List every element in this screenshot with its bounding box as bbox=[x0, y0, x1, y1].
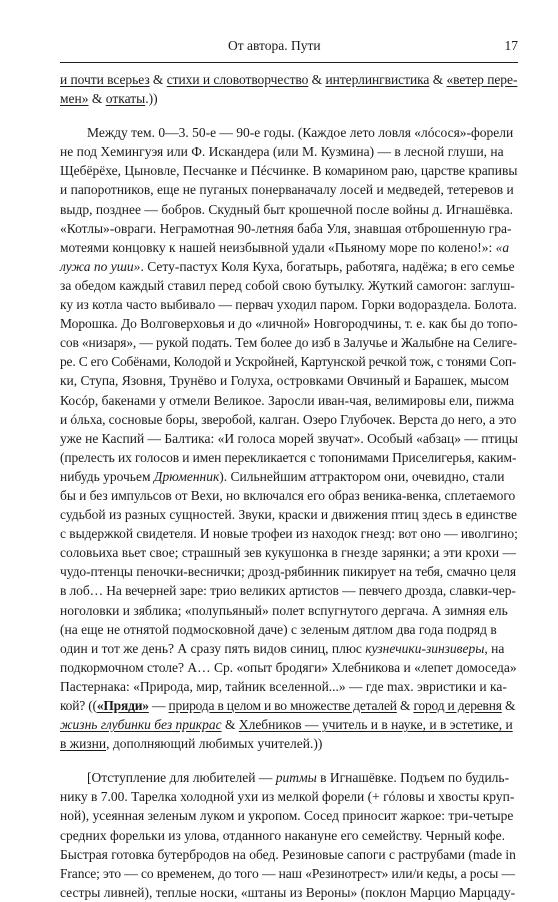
text-run: стихи и словотворчество bbox=[166, 72, 309, 87]
text-line bbox=[60, 371, 518, 390]
paragraph-gap bbox=[60, 753, 518, 768]
text-run: & bbox=[396, 698, 414, 713]
text-run: & bbox=[88, 91, 106, 107]
text-run: в Игнашёвке. Подъем по будиль- bbox=[316, 770, 510, 786]
text-run: Морошка. До Волговерховья и до «личной» Новгородчины, т. е. как бы до топо- bbox=[60, 316, 518, 332]
text-run: соловьиха вьет свое; страшный зев кукушонка в гнезде зарянки; а эти крохи — bbox=[60, 545, 516, 561]
text-run: ). Сильнейшим аттрактором они, очевидно, стали bbox=[219, 468, 505, 484]
text-line bbox=[60, 864, 518, 883]
text-line bbox=[60, 581, 518, 600]
text-run: кузнечики-зинзиверы bbox=[365, 640, 485, 656]
text-run: Косóр, бакенами у отмели Великое. Заросли иван-чая, велимировы ели, пижма bbox=[60, 392, 515, 408]
text-run: город и деревня bbox=[413, 698, 502, 713]
text-run: жизнь глубинки без прикрас bbox=[60, 717, 222, 733]
text-run: ре. С его Собёнами, Колодой и Ускройней, Картунской речкой тож, с тонями Соп- bbox=[60, 354, 517, 370]
text-line bbox=[60, 257, 518, 276]
text-line bbox=[60, 505, 518, 524]
text-line bbox=[60, 219, 518, 238]
text-line bbox=[60, 768, 518, 787]
text-run: природа в целом и во множестве деталей bbox=[168, 698, 397, 713]
text-run: Щебёрёхе, Цыновле, Песчанке и Пéсчинке. В комарином раю, царстве крапивы bbox=[60, 163, 518, 179]
text-run: (на еще не отнятой подмосковной даче) с зеленым дятлом два года подряд в bbox=[60, 621, 497, 637]
text-line bbox=[60, 658, 518, 677]
text-run: ку из котла часто выбивало — первач уходил паром. Горки водораздела. Болота. bbox=[60, 297, 517, 313]
text-line bbox=[60, 314, 518, 333]
text-run: за обедом каждый ставил перед собой свою бутылку. Жуткий самогон: заглуш- bbox=[60, 277, 515, 293]
text-line bbox=[60, 467, 518, 486]
text-run: в лоб… На вечерней заре: трио великих артистов — певчего дрозда, славки-чер- bbox=[60, 583, 516, 599]
text-run: (прелесть их голосов и имен перекликается с топонимами Приселигерья, каким- bbox=[60, 449, 517, 465]
text-line bbox=[60, 123, 518, 142]
text-line bbox=[60, 200, 518, 219]
text-run: сов «низаря», — рукой подать. Тем более до изб в Залучье и Жалыбне на Селиге- bbox=[60, 335, 517, 351]
text-line bbox=[60, 410, 518, 429]
text-run: в жизни bbox=[60, 736, 107, 752]
text-line bbox=[60, 238, 518, 257]
text-line bbox=[60, 448, 518, 467]
text-run: & bbox=[221, 717, 239, 733]
text-run: [Отступление для любителей — bbox=[87, 770, 276, 786]
paragraph-main bbox=[60, 123, 518, 753]
text-run: Пастернака: «Природа, мир, тайник вселенной...» — где max. эвристики и ка- bbox=[60, 678, 507, 694]
text-line bbox=[60, 787, 518, 806]
text-run: судьбой из разных сущностей. Звуки, краски и движения птиц здесь в единстве bbox=[60, 507, 517, 523]
text-line bbox=[60, 180, 518, 199]
text-run: ной), усеянная зеленым луком и укропом. Сосед приносит жаркое: три-четыре bbox=[60, 808, 514, 824]
text-run: кой? (( bbox=[60, 698, 97, 713]
text-run: «Котлы»-овраги. Неграмотная 90-летняя баба Уля, знавшая отброшенную гра- bbox=[60, 220, 512, 236]
text-line bbox=[60, 89, 518, 108]
text-line bbox=[60, 677, 518, 696]
text-line bbox=[60, 734, 518, 753]
text-line bbox=[60, 696, 518, 715]
text-line bbox=[60, 826, 518, 845]
paragraph-gap bbox=[60, 108, 518, 123]
text-run: подкормочном столе? А… Ср. «опыт бродяги» Хлебникова и «лепет домоседа» bbox=[60, 659, 517, 675]
text-run: , дополняющий любимых учителей.)) bbox=[106, 736, 323, 752]
text-line bbox=[60, 161, 518, 180]
text-run: и почти всерьез bbox=[60, 72, 150, 87]
text-run: с выдержкой свидетеля. И новые трофеи из находок гнезд: вот оно — иволгино; bbox=[60, 526, 518, 542]
text-run: и папоротников, еще не пуганых понерваначалу лосей и медведей, тетеревов и bbox=[60, 182, 514, 198]
page-header bbox=[60, 38, 518, 58]
text-run: откаты bbox=[105, 91, 146, 107]
page-number: 17 bbox=[504, 38, 518, 53]
text-run: & bbox=[308, 72, 326, 87]
text-run: мотеями концовку к нашей неизбывной удали «Пьяному море по колено!»: bbox=[60, 239, 496, 255]
text-run: — bbox=[148, 698, 169, 713]
text-run: France; это — со временем, до того — наш «Резинотрест» или/и кеды, а росы — bbox=[60, 865, 515, 881]
text-run: & bbox=[149, 72, 167, 87]
text-run: ритмы bbox=[275, 770, 317, 786]
page-body bbox=[60, 70, 518, 902]
text-line bbox=[60, 333, 518, 352]
text-run: мен» bbox=[60, 91, 89, 107]
text-run: . Сету-пастух Коля Куха, богатырь, работяга, надёжа; в его семье bbox=[140, 258, 515, 274]
text-run: Дрюменник bbox=[153, 468, 220, 484]
text-run: интерлингвистика bbox=[325, 72, 430, 87]
running-head: От автора. Пути bbox=[228, 38, 321, 53]
paragraph-digression bbox=[60, 768, 518, 902]
text-run: Хлебников — учитель и в науке, и в эстетике, и bbox=[238, 717, 513, 733]
text-line bbox=[60, 806, 518, 825]
text-run: сестры ливней), теплые носки, «штаны из Вероны» (поклон Марцио Марцаду- bbox=[60, 884, 516, 900]
text-run: «Пряди» bbox=[96, 698, 149, 713]
text-line bbox=[60, 883, 518, 902]
text-run: чудо-птенцы пеночки-веснички; дрозд-рябинник пикирует на тебя, смачно целя bbox=[60, 564, 517, 580]
text-line bbox=[60, 295, 518, 314]
text-run: & bbox=[429, 72, 447, 87]
text-line bbox=[60, 429, 518, 448]
text-run: не под Хемингуэя или Ф. Искандера (или М. Кузмина) — в лесной глуши, на bbox=[60, 144, 504, 160]
text-run: бы и без импульсов от Вехи, но включался его образ веника-венка, сплетаемого bbox=[60, 487, 516, 503]
text-line bbox=[60, 601, 518, 620]
text-line bbox=[60, 562, 518, 581]
text-line bbox=[60, 391, 518, 410]
text-run: средних форельки из улова, отданного накануне его семейству. Черный кофе. bbox=[60, 827, 505, 843]
text-line bbox=[60, 142, 518, 161]
text-run: и óльха, сосновые боры, зверобой, калган. Озеро Глубочек. Верста до него, а это bbox=[60, 411, 517, 427]
text-line bbox=[60, 620, 518, 639]
text-run: уже не Каспий — Балтика: «И голоса морей звучат». Особый «абзац» — птицы bbox=[60, 430, 518, 446]
text-run: «ветер пере- bbox=[446, 72, 518, 87]
text-line bbox=[60, 276, 518, 295]
text-run: Между тем. 0—3. 50-е — 90-е годы. (Каждое лето ловля «лóсося»-форели bbox=[87, 125, 514, 141]
text-run: нибудь урочьем bbox=[60, 468, 154, 484]
text-run: , на bbox=[484, 640, 505, 656]
text-line bbox=[60, 845, 518, 864]
text-run: выдр, позднее — бобров. Скудный быт крошечной после войны д. Игнашёвка. bbox=[60, 201, 513, 217]
text-run: ки, Ступа, Язовня, Трунёво и Голуха, островками Овчиный и Барашек, мысом bbox=[60, 373, 510, 389]
text-run: & bbox=[501, 698, 516, 713]
intro-paragraph bbox=[60, 70, 518, 108]
text-run: «а bbox=[495, 239, 510, 255]
text-run: Быстрая готовка бутербродов на обед. Резиновые сапоги с раструбами (made in bbox=[60, 846, 516, 862]
text-line bbox=[60, 543, 518, 562]
text-run: .)) bbox=[145, 91, 158, 107]
text-line bbox=[60, 486, 518, 505]
text-line bbox=[60, 352, 518, 371]
text-run: нику в 7.00. Тарелка холодной ухи из мелкой форели (+ гóловы и хвосты круп- bbox=[60, 789, 515, 805]
text-line bbox=[60, 639, 518, 658]
text-run: лужа по уши» bbox=[60, 258, 141, 274]
text-run: один и тот же день? А сразу пять видов синиц, плюс bbox=[60, 640, 366, 656]
text-line bbox=[60, 524, 518, 543]
text-run: ноголовки и зяблика; «полупьяный» полет вспугнутого дергача. А зимняя ель bbox=[60, 602, 508, 618]
header-rule bbox=[60, 62, 518, 63]
text-line bbox=[60, 70, 518, 89]
text-line bbox=[60, 715, 518, 734]
